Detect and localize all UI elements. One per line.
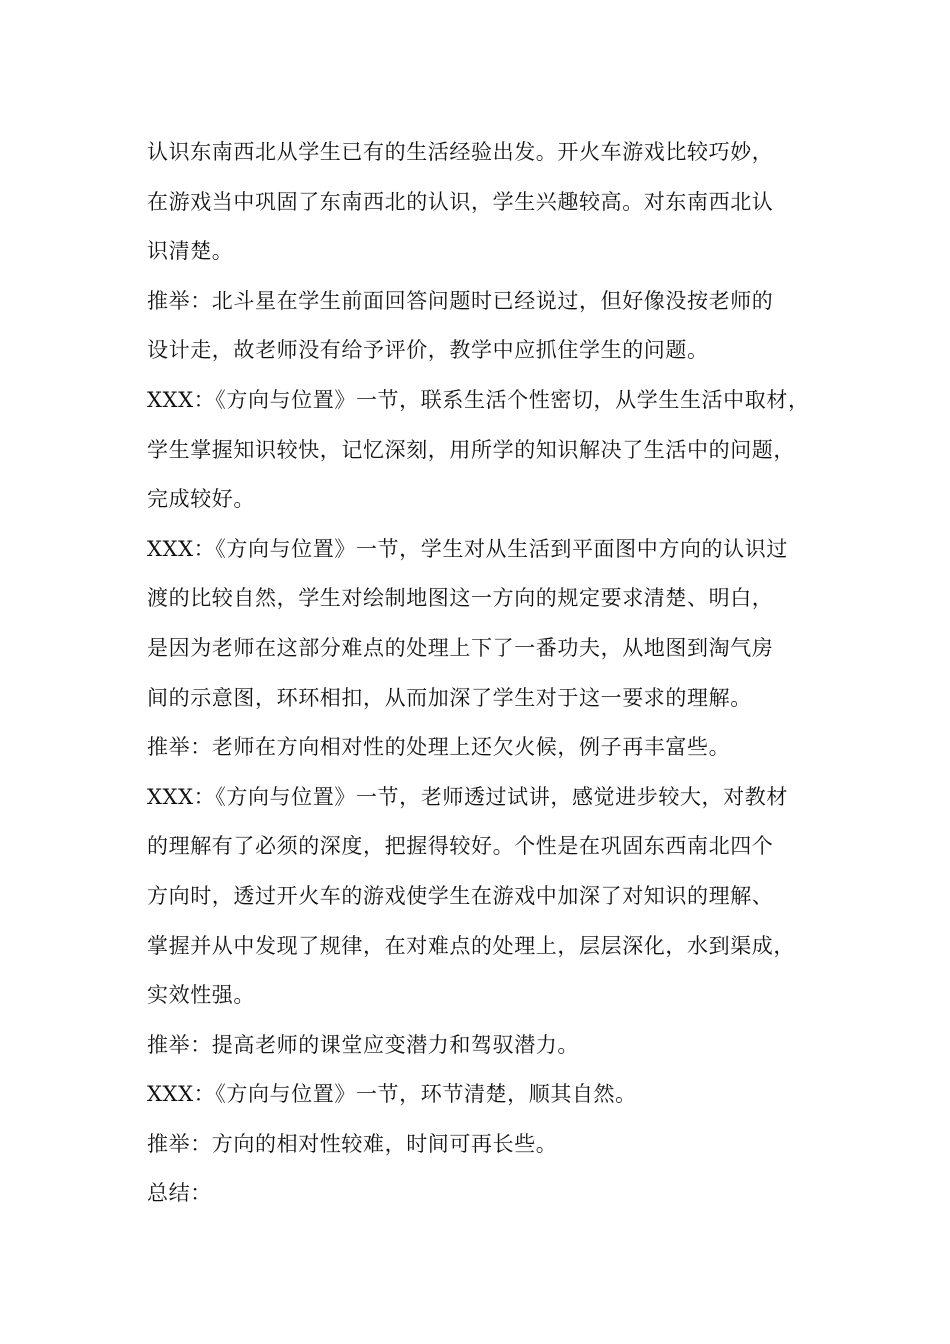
text-line: XXX：《方向与位置》一节，联系生活个性密切，从学生生活中取材， <box>147 387 810 412</box>
text-line: XXX：《方向与位置》一节，老师透过试讲，感觉进步较大，对教材 <box>147 784 788 809</box>
text-line: 推举：北斗星在学生前面回答问题时已经说过，但好像没按老师的 <box>147 288 774 313</box>
text-line: 完成较好。 <box>147 487 255 512</box>
text-line: 识清楚。 <box>147 239 234 264</box>
text-line: 总结： <box>147 1181 212 1206</box>
document-body <box>147 128 837 1219</box>
text-line: 的理解有了必须的深度，把握得较好。个性是在巩固东西南北四个 <box>147 834 774 859</box>
text-line: 是因为老师在这部分难点的处理上下了一番功夫，从地图到淘气房 <box>147 635 774 660</box>
text-line: XXX：《方向与位置》一节，学生对从生活到平面图中方向的认识过 <box>147 536 788 561</box>
text-line: XXX：《方向与位置》一节，环节清楚，顺其自然。 <box>147 1082 637 1107</box>
text-line: 在游戏当中巩固了东南西北的认识，学生兴趣较高。对东南西北认 <box>147 189 774 214</box>
text-line: 学生掌握知识较快，记忆深刻，用所学的知识解决了生活中的问题， <box>147 437 795 462</box>
text-line: 实效性强。 <box>147 983 255 1008</box>
text-line: 推举：方向的相对性较难，时间可再长些。 <box>147 1131 558 1156</box>
text-line: 推举：提高老师的课堂应变潜力和驾驭潜力。 <box>147 1032 579 1057</box>
text-line: 推举：老师在方向相对性的处理上还欠火候，例子再丰富些。 <box>147 735 731 760</box>
text-line: 渡的比较自然，学生对绘制地图这一方向的规定要求清楚、明白， <box>147 586 774 611</box>
text-line: 设计走，故老师没有给予评价，教学中应抓住学生的问题。 <box>147 338 709 363</box>
text-line: 认识东南西北从学生已有的生活经验出发。开火车游戏比较巧妙， <box>147 140 774 164</box>
text-line: 方向时，透过开火车的游戏使学生在游戏中加深了对知识的理解、 <box>147 883 774 908</box>
text-line: 间的示意图，环环相扣，从而加深了学生对于这一要求的理解。 <box>147 685 752 710</box>
text-line: 掌握并从中发现了规律，在对难点的处理上，层层深化，水到渠成， <box>147 933 795 958</box>
